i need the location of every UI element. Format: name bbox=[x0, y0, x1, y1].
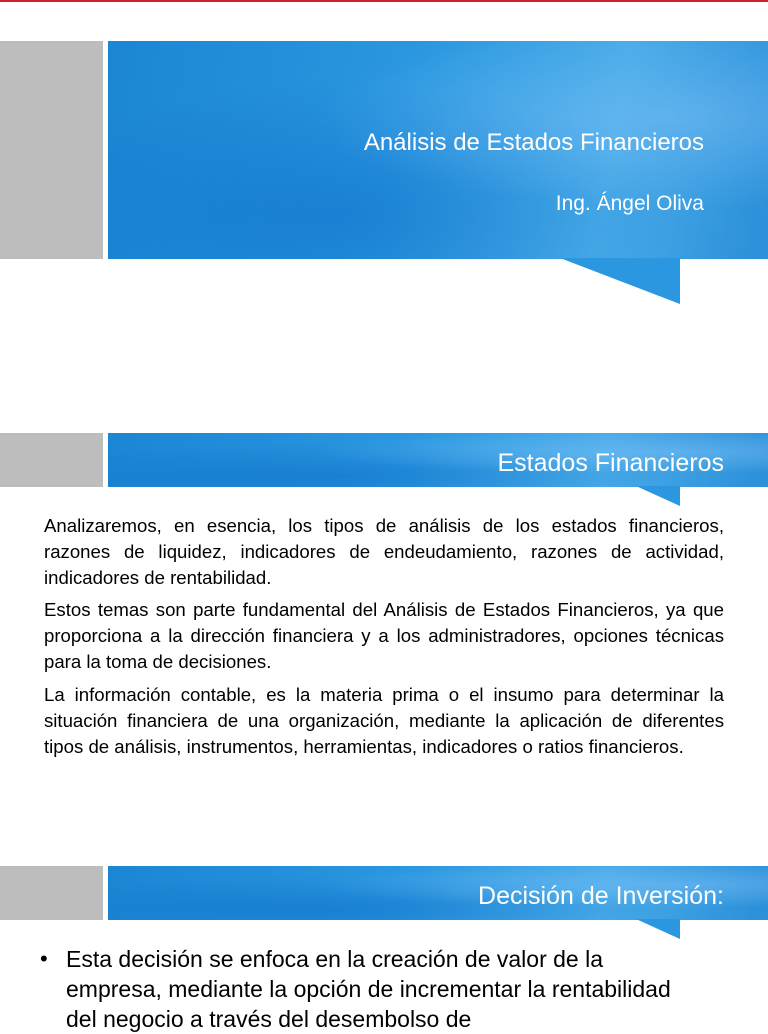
slide3-bullet-item bbox=[40, 944, 740, 1034]
slide2-heading: Estados Financieros bbox=[497, 449, 724, 477]
slide1-title-banner bbox=[108, 41, 768, 259]
slide1-banner-tail bbox=[560, 258, 682, 306]
slide3-bullet-text: Esta decisión se enfoca en la creación de valor de la empresa, mediante la opción de incrementar la rentabilidad del negocio a través del desembolso de bbox=[66, 946, 671, 1032]
bullet-icon: • bbox=[40, 946, 48, 971]
slide2-heading-banner bbox=[108, 433, 768, 487]
slide2-paragraph-2: Estos temas son parte fundamental del Análisis de Estados Financieros, ya que proporciona a la dirección financiera y a los administradores, opciones técnicas para la toma de decisiones. bbox=[44, 599, 724, 672]
slide3-side-block bbox=[0, 866, 103, 920]
slide1-side-block bbox=[0, 41, 103, 259]
slide1-title: Análisis de Estados Financieros bbox=[363, 129, 704, 156]
slide3-heading-banner bbox=[108, 866, 768, 920]
slide3-heading: Decisión de Inversión: bbox=[478, 882, 724, 910]
slide2-paragraph-3: La información contable, es la materia prima o el insumo para determinar la situación financiera de una organización, mediante la aplicación de diferentes tipos de análisis, instrumentos, herramientas, indicadores o ratios financieros. bbox=[44, 684, 724, 757]
slide2-paragraph-1: Analizaremos, en esencia, los tipos de análisis de los estados financieros, razones de liquidez, indicadores de endeudamiento, razones de actividad, indicadores de rentabilidad. bbox=[44, 515, 724, 588]
top-red-rule bbox=[0, 0, 768, 2]
slide2-banner-tail bbox=[636, 486, 682, 508]
slide3-banner-tail bbox=[636, 919, 682, 941]
slide2-side-block bbox=[0, 433, 103, 487]
slide1-author: Ing. Ángel Oliva bbox=[555, 192, 704, 215]
